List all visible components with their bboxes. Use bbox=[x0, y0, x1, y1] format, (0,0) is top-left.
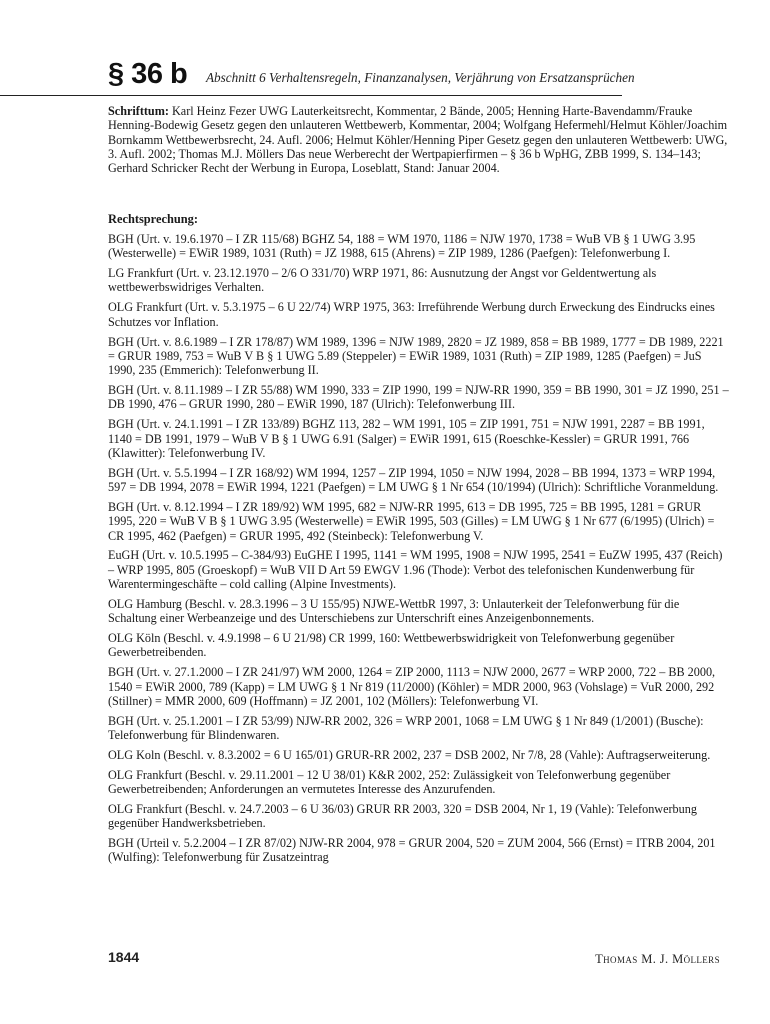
literature-heading: Schrifttum: bbox=[108, 104, 169, 118]
case-law-list bbox=[108, 232, 730, 870]
case-entry: LG Frankfurt (Urt. v. 23.12.1970 – 2/6 O 331/70) WRP 1971, 86: Ausnutzung der Angst vor Geldentwertung als wettbewerbswidriges Verhalten. bbox=[108, 266, 657, 295]
case-entry: OLG Frankfurt (Beschl. v. 29.11.2001 – 12 U 38/01) K&R 2002, 252: Zulässigkeit von Telefonwerbung gegenüber Gewerbetreibenden; Anforderungen an vermutetes Interesse des Anzurufenden. bbox=[108, 767, 671, 797]
case-law-heading: Rechtsprechung: bbox=[108, 212, 198, 226]
literature-block bbox=[108, 104, 730, 175]
case-entry: OLG Frankfurt (Urt. v. 5.3.1975 – 6 U 22/74) WRP 1975, 363: Irreführende Werbung durch Erweckung des Eindrucks eines Schutzes vor Inflation. bbox=[108, 300, 715, 329]
case-entry: OLG Köln (Beschl. v. 4.9.1998 – 6 U 21/98) CR 1999, 160: Wettbewerbswidrigkeit von Telefonwerbung gegenüber Gewerbetreibenden. bbox=[108, 631, 675, 660]
case-entry: EuGH (Urt. v. 10.5.1995 – C-384/93) EuGHE I 1995, 1141 = WM 1995, 1908 = NJW 1995, 2541 = EuZW 1995, 437 (Reich) – WRP 1995, 805 (Groeskopf) = WuB VII D Art 59 EWGV 1.96 (Thode): Verbot des telefonischen Kundenwerbung für Warentermingeschäfte – cold calling (Alpine Investments). bbox=[108, 548, 723, 591]
section-number: § 36 b bbox=[108, 58, 188, 90]
footer-author: Thomas M. J. Möllers bbox=[595, 952, 720, 966]
case-entry: BGH (Urt. v. 25.1.2001 – I ZR 53/99) NJW-RR 2002, 326 = WRP 2001, 1068 = LM UWG § 1 Nr 849 (1/2001) (Busche): Telefonwerbung für Blindenwaren. bbox=[108, 713, 704, 743]
header-rule bbox=[0, 95, 622, 96]
case-entry: BGH (Urt. v. 8.6.1989 – I ZR 178/87) WM 1989, 1396 = NJW 1989, 2820 = JZ 1989, 858 = BB 1989, 1777 = DB 1989, 2221 = GRUR 1989, 753 = WuB V B § 1 UWG 5.89 (Steppeler) = EWiR 1989, 1031 (Ruth) = ZIP 1989, 1285 (Paefgen) = JuS 1990, 235 (Emmerich): Telefonwerbung II. bbox=[108, 334, 724, 378]
case-entry: OLG Koln (Beschl. v. 8.3.2002 = 6 U 165/01) GRUR-RR 2002, 237 = DSB 2002, Nr 7/8, 28 (Vahle): Auftragserweiterung. bbox=[108, 747, 711, 762]
case-entry: BGH (Urt. v. 27.1.2000 – I ZR 241/97) WM 2000, 1264 = ZIP 2000, 1113 = NJW 2000, 2677 = WRP 2000, 722 – BB 2000, 1540 = EWiR 2000, 789 (Kapp) = LM UWG § 1 Nr 819 (11/2000) (Köhler) = MDR 2000, 963 (Vohslage) = VuR 2000, 292 (Stillner) = MMR 2000, 609 (Hoffmann) = JZ 2001, 102 (Möllers): Telefonwerbung VI. bbox=[108, 665, 716, 708]
case-entry: BGH (Urt. v. 19.6.1970 – I ZR 115/68) BGHZ 54, 188 = WM 1970, 1186 = NJW 1970, 1738 = WuB VB § 1 UWG 3.95 (Westerwelle) = EWiR 1989, 1031 (Ruth) = JZ 1988, 615 (Ahrens) = ZIP 1989, 1286 (Paefgen): Telefonwerbung I. bbox=[108, 232, 696, 261]
page-header bbox=[108, 60, 728, 92]
literature-text: Karl Heinz Fezer UWG Lauterkeitsrecht, Kommentar, 2 Bände, 2005; Henning Harte-Bavendamm/Frauke Henning-Bodewig Gesetz gegen den unlauteren Wettbewerb, Kommentar, 2004; Wolfgang Hefermehl/Helmut Köhler/Joachim Bornkamm Wettbewerbsrecht, 24. Aufl. 2006; Helmut Köhler/Henning Piper Gesetz gegen den unlauteren Wettbewerb: UWG, 3. Aufl. 2002; Thomas M.J. Möllers Das neue Werberecht der Wertpapierfirmen – § 36 b WpHG, ZBB 1999, S. 134–143; Gerhard Schricker Recht der Werbung in Europa, Loseblatt, Stand: Januar 2004. bbox=[108, 104, 728, 176]
case-entry: BGH (Urt. v. 8.12.1994 – I ZR 189/92) WM 1995, 682 = NJW-RR 1995, 613 = DB 1995, 725 = BB 1995, 1281 = GRUR 1995, 220 = WuB V B § 1 UWG 3.95 (Westerwelle) = EWiR 1995, 503 (Gilles) = LM UWG § 1 Nr 677 (6/1995) (Ulrich) = CR 1995, 462 (Paefgen) = GRUR 1995, 492 (Steinbeck): Telefonwerbung V. bbox=[108, 499, 715, 543]
case-entry: BGH (Urt. v. 24.1.1991 – I ZR 133/89) BGHZ 113, 282 – WM 1991, 105 = ZIP 1991, 751 = NJW 1991, 2287 = BB 1991, 1140 = DB 1991, 1979 – WuB V B § 1 UWG 6.91 (Salger) = EWiR 1991, 615 (Roeschke-Kessler) = GRUR 1991, 766 (Klawitter): Telefonwerbung IV. bbox=[108, 417, 705, 460]
case-entry: BGH (Urt. v. 8.11.1989 – I ZR 55/88) WM 1990, 333 = ZIP 1990, 199 = NJW-RR 1990, 359 = BB 1990, 301 = JZ 1990, 251 – DB 1990, 476 – GRUR 1990, 280 – EWiR 1990, 187 (Ulrich): Telefonwerbung III. bbox=[108, 383, 729, 412]
running-head: Abschnitt 6 Verhaltensregeln, Finanzanalysen, Verjährung von Ersatzansprüchen bbox=[206, 70, 635, 85]
case-entry: BGH (Urt. v. 5.5.1994 – I ZR 168/92) WM 1994, 1257 – ZIP 1994, 1050 = NJW 1994, 2028 – BB 1994, 1373 = WRP 1994, 597 = DB 1994, 2078 = EWiR 1994, 1221 (Paefgen) = LM UWG § 1 Nr 654 (10/1994) (Ulrich): Schriftliche Voranmeldung. bbox=[108, 465, 719, 495]
page-number: 1844 bbox=[108, 949, 140, 965]
case-entry: BGH (Urteil v. 5.2.2004 – I ZR 87/02) NJW-RR 2004, 978 = GRUR 2004, 520 = ZUM 2004, 566 (Ernst) = ITRB 2004, 201 (Wulfing): Telefonwerbung für Zusatzeintrag bbox=[108, 836, 716, 865]
case-entry: OLG Hamburg (Beschl. v. 28.3.1996 – 3 U 155/95) NJWE-WettbR 1997, 3: Unlauterkeit der Telefonwerbung für die Schaltung einer Werbeanzeige und des Unterschiebens zur Unterschrift eines Anzeigenbonnements. bbox=[108, 596, 680, 626]
case-entry: OLG Frankfurt (Beschl. v. 24.7.2003 – 6 U 36/03) GRUR RR 2003, 320 = DSB 2004, Nr 1, 19 (Vahle): Telefonwerbung gegenüber Handwerksbetrieben. bbox=[108, 802, 697, 831]
